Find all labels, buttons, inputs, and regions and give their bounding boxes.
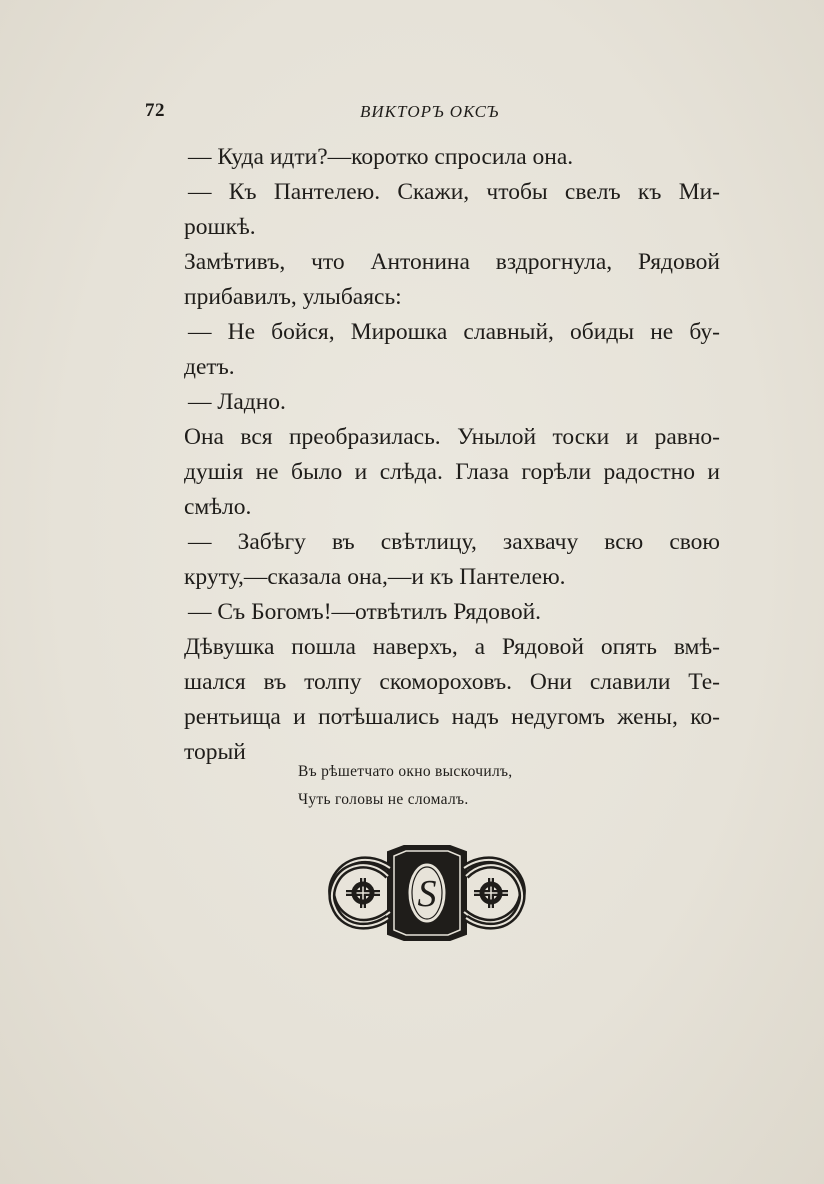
text-line: — Куда идти?—коротко спросила она. bbox=[188, 144, 574, 170]
right-knot bbox=[464, 860, 522, 926]
text-line: — Забѣгу въ свѣтлицу, захвачу всю свою bbox=[188, 529, 720, 555]
text-line: — Не бойся, Мирошка славный, обиды не бу- bbox=[188, 319, 720, 345]
left-knot bbox=[332, 860, 390, 926]
text-line: круту,—сказала она,—и къ Пантелею. bbox=[184, 564, 566, 590]
text-line: торый bbox=[184, 739, 246, 765]
text-line: прибавилъ, улыбаясь: bbox=[184, 284, 402, 310]
text-line: — Съ Богомъ!—отвѣтилъ Рядовой. bbox=[188, 599, 542, 625]
text-line: рентьища и потѣшались надъ недугомъ жены, ко- bbox=[184, 704, 720, 730]
verse-quote bbox=[298, 758, 512, 814]
text-line: шался въ толпу скомороховъ. Они славили Те- bbox=[184, 669, 720, 695]
text-line: Замѣтивъ, что Антонина вздрогнула, Рядовой bbox=[184, 249, 720, 275]
page-number: 72 bbox=[145, 100, 165, 121]
ornament-letter: S bbox=[417, 873, 437, 915]
text-line: Она вся преобразилась. Унылой тоски и равно- bbox=[184, 424, 720, 450]
text-line: душія не было и слѣда. Глаза горѣли радостно и bbox=[184, 459, 720, 485]
body-text bbox=[186, 140, 720, 770]
text-line: — Къ Пантелею. Скажи, чтобы свелъ къ Ми- bbox=[188, 179, 720, 205]
celtic-knot-ornament bbox=[326, 840, 528, 946]
page-header bbox=[145, 98, 725, 126]
text-line: рошкѣ. bbox=[184, 214, 256, 240]
verse-line: Чуть головы не сломалъ. bbox=[298, 791, 469, 808]
verse-line: Въ рѣшетчато окно выскочилъ, bbox=[298, 763, 513, 780]
running-head: ВИКТОРЪ ОКСЪ bbox=[360, 102, 500, 121]
text-line: детъ. bbox=[184, 354, 235, 380]
text-line: Дѣвушка пошла наверхъ, а Рядовой опять вмѣ- bbox=[184, 634, 720, 660]
text-line: — Ладно. bbox=[188, 389, 286, 415]
text-line: смѣло. bbox=[184, 494, 252, 520]
